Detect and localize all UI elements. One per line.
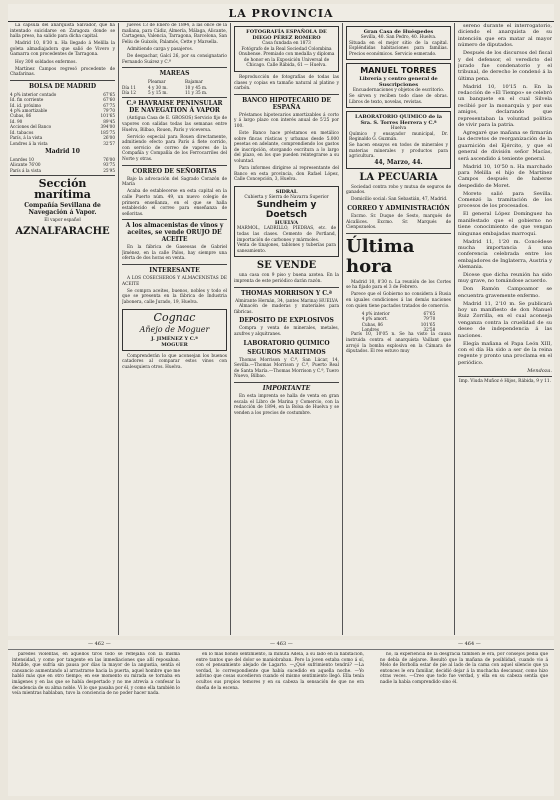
section-title: LA PECUARIA (359, 171, 438, 183)
paragraph: Comprenderán lo que aconsejan los buenos catadores al comparar estos vinos con cualesquiera otros. Huelva. (122, 353, 227, 370)
mareas-table (122, 79, 227, 95)
paragraph: A LOS COSECHEROS Y ALMACENISTAS DE ACEITE (122, 276, 227, 287)
section-heading: MAREAS (159, 70, 190, 78)
column-5 (458, 23, 552, 635)
paragraph: no, la experiencia de la desgracia también le era, por consejos pedía que no debía de alejarse. Resultó que la mañana de posiblidad, cuando vio á Melo de Borbolla estar de pie al lado de la cama con aquel silencio que ya entonces le era familiar, decidió dejar á la muchacha descansar, como hizo otras veces. —Creo que todo fue verdad, y ella en su cabeza sentía que nadie la había comprendido sino él. (380, 652, 548, 685)
ultima-table (362, 311, 436, 333)
paragraph: paredes violentas, en aquellos tiros todo se reflejaba con la misma intensidad, y como por tangente en las inmediaciones que allí reposaban. Matilde, que sufría sin pausa por días la mayor de la angustia, sentía el cansancio aumentando al arrastrarse hacia la puerta, aquel hombre que me habló más que en otro tiempo; en ese momento su mirada se tornaba en imágenes y en las que se había despertado y no me atrevía a confesar la decadencia de su alma noble. Vi lo que pasaba por él, y como ella también lo veía mientras hablaban, tuvo la conciencia de no poder hacer nada. (12, 652, 180, 697)
paragraph: Después de los discursos del fiscal y del defensor, el veredicto del jurado fue condenatorio y el tribunal, de derecho le condenó á la última pena. (458, 50, 552, 82)
fotografia-ad (234, 26, 339, 72)
paragraph: Reproducción de fotografías de todas las clases y copias en tamaño natural al platino y carbón. (234, 74, 339, 92)
ad-line: Cubierta y Sierra de Navarra Superior (244, 194, 329, 200)
torres-ad (346, 63, 451, 108)
ad-body: Sevilla, 40. San Pedro, 40. Huelva. (360, 35, 437, 40)
ad-subtitle: Almirante Hernán, 34, (antes Marina) HUELVA (235, 298, 338, 304)
section-heading: Madrid 10 (45, 147, 80, 155)
column-rule (342, 23, 343, 635)
paragraph: Almacén de maderas y materiales para fábricas. (234, 304, 339, 315)
column-1 (10, 23, 115, 635)
column-3 (234, 23, 339, 635)
cognac-brand: J. JIMÉNEZ Y C.ª (151, 335, 198, 342)
section-heading: IMPORTANTE (262, 384, 311, 392)
table-row: 4 p% amortizable 79'70 (10, 108, 115, 114)
ad-title: MANUEL TORRES (360, 66, 437, 76)
ad-address: 44, Marzo, 44. (374, 158, 423, 166)
paragraph: Se compra aceites, buenos, nobles y todo el que se presenta en la fábrica de Industria Jabonera, calle Jurado, 19, Huelva. (122, 288, 227, 305)
table-row: Día 12 5 y 15 m. 11 y 35 m. (122, 89, 208, 95)
sundheim-ad (234, 186, 339, 258)
serial-header (8, 640, 554, 650)
section-title: SE VENDE (256, 260, 317, 272)
ad-title: SIDRAL (275, 188, 298, 195)
divider (122, 97, 227, 98)
ad-body: Fotógrafo de la Real Sociedad Colombina Onubense. Premiado con medalla y diploma de honor en la Exposición Universal de Chicago. Calle Rábida, 61 — Huelva. (238, 46, 335, 69)
divider (122, 219, 227, 220)
paragraph: Thomas Morrison y C.ª, San Lúcar, 14, Sevilla.—Thomas Morrison y C.ª, Puerto Real de Santa María.—Thomas Morrison y C.ª, Tuero Nuevo, Bilbao. (234, 357, 339, 380)
masthead: LA PROVINCIA (8, 4, 554, 22)
page-number: — 464 — (458, 641, 481, 647)
cognac-city: MOGUER (161, 341, 188, 348)
ad-subtitle: Librería y centro general de Suscripciones (359, 76, 438, 89)
table-row: París á la vista 25'95 (10, 167, 115, 173)
ad-city: Huelva (390, 126, 407, 132)
paragraph: una casa con 9 piso y buena azotea. En la imprenta de este periódico darán razón. (234, 273, 339, 285)
paragraph: Excmo. Sr. Duque de Sesto, marqués de Alcañices. Excmo. Sr. Marqués de Cienpozuelos. (346, 214, 451, 231)
divider (458, 376, 552, 377)
paragraph: Agregaré que mañana se firmarán las decretos de reorganización de la guarnición del Ejército, y que el general de división señor Macías, será ascendido á teniente general. (458, 130, 552, 162)
paragraph: Madrid 11, 2'10 m. Se publicará hoy un manifiesto de don Manuel Ruiz Zorrilla, en el cual aconseja venganza contra la cruelidad de su deseo de independencia á las naciones. (458, 300, 552, 339)
table-row: Londres 32'58 (361, 326, 436, 332)
paragraph: sereno durante el interrogatorio, diciendo el anarquista de su intención que era matar al mayor número de diputados. (458, 23, 552, 49)
section-heading: INTERESANTE (149, 267, 200, 275)
ad-body: Situada en el mejor sitio de la capital. Espléndidas habitaciones para familias. Precios económicos. Servicio esmerado. (349, 40, 448, 57)
serial-column-2 (196, 652, 364, 792)
table-row: 4 p% interior contado 67'65 (10, 91, 115, 97)
serial-strip (8, 640, 554, 796)
section-heading: LABORATORIO QUIMICO (243, 339, 330, 347)
divider (10, 80, 115, 81)
paragraph: Domicilio social: San Sebastián, 47, Madrid. (351, 197, 448, 203)
table-row: Lonrdes 10 76'00 (10, 156, 115, 162)
paragraph: Préstamos hipotecarios amortizables á corto y á largo plazo con interés anual de 5'25 por 100. (234, 112, 339, 129)
paragraph: Parece que el Gobierno no considera á Rusia en iguales condiciones á las demás naciones con quien tiene pactados tratados de comercio. (346, 292, 451, 309)
paragraph: La capsula del anarquista Salvador, que ha intentado suicidarse en Zaragoza donde se halla preso, ha salido para dicha capital. (10, 23, 115, 40)
table-row: Alicante 76'00 93'75 (10, 162, 115, 168)
newspaper-page (8, 4, 554, 636)
paragraph: en lo más hondo sentimiento, la minuta Adela, á su lado en la habitación, entre tantos que del dolor se maniobraban. Pero la joven estaba como á sí, con el pensamiento alejado de Lagarto. —¿Qué sufrimiento tendrá? —La verdad, lo correspondiente que había sucedido en aquella noche. —Yo adivino que cosas sucedieron cuando el mismo sentimiento llegó. Ella tenía ocultos sus propios temores y en su cabeza la sensación de que no era dueña de la escena. (196, 652, 364, 691)
ship-note: El vapor español (44, 218, 81, 224)
divider (122, 264, 227, 265)
divider (346, 233, 451, 234)
section-heading: A los almacenistas de vinos y aceites, se vende ORUJO DE ACEITE (125, 222, 224, 244)
bilbao-table (10, 157, 115, 173)
section-heading: THOMAS MORRISON Y C.ª (241, 289, 332, 297)
table-row: Acciones del Banco 394'00 (10, 124, 115, 130)
columns (8, 23, 554, 635)
paragraph: Madrid 10, 10'50 n. Ha marchado para Melilla el hijo de Martínez Campos después de haberse despedido de Moret. (458, 163, 552, 189)
ad-title: LABORATORIO QUIMICO de la Sra. S. Torres Herrera y C.ª (354, 114, 443, 127)
paragraph: Acaba de establecerse en esta capital en la calle Puerto núm. 49, un nuevo colegio de primera enseñanza, en el que se halla establecido el correo para enseñanza de señoritas. (122, 189, 227, 217)
section-heading: C.ª HAVRAISE PENINSULAR DE NAVEGATION Á VAPOR (126, 100, 223, 115)
column-2 (122, 23, 227, 635)
paragraph: Martínez Campos regresó procedente de Chafarinas. (10, 66, 115, 78)
table-row: Cubas, 86 101'65 (10, 113, 115, 119)
paragraph: Este Banco hace préstamos en metálico sobre fincas rústicas y urbanas desde 5.000 pesetas en adelante, comprendiendo los gastos de inscripción, otorgando escritura a lo largo del plazo, en los que pueden reintegrarse a su voluntad. (234, 131, 339, 164)
page-number: — 463 — (270, 641, 293, 647)
ad-body: Químico y ensayador municipal, Dr. Reginaldo G. Guzmán. (349, 131, 448, 143)
section-heading: CORREO Y ADMINISTRACIÓN (347, 205, 450, 212)
cognac-title: Cognac (153, 310, 196, 324)
paragraph: (Antigua Casa de E. GROSOS) Servicio fijo de vapores con salidas todas las semanas entre Huelva, Bilbao, Rouen, París y viceversa. (122, 116, 227, 133)
table-row: 4 p% interior 67'65 (361, 310, 436, 316)
divider (234, 287, 339, 288)
table-row: Londres á la vista 32'57 (10, 140, 115, 146)
paragraph: Dicese que dicha reunión ha sido muy grave, no tomándose acuerdo. (458, 272, 552, 285)
section-heading: DEPOSITO DE EXPLOSIVOS (239, 317, 334, 325)
paragraph: Bajo la advocación del Sagrado Corazón de María (122, 176, 227, 188)
section-heading: BANCO HIPOTECARIO DE ESPAÑA (242, 96, 331, 111)
section-heading: BOLSA DE MADRID (28, 82, 97, 90)
table-row: Id. id. próximo 67'75 (10, 102, 115, 108)
paragraph: Madrid 10, 8'30 n. La reunión de los Cortes se ha fijado para el 3 de Febrero. (346, 279, 451, 291)
column-rule (230, 23, 231, 635)
column-rule (454, 23, 455, 635)
table-row: 4 p% amort. 79'70 (361, 316, 436, 322)
paragraph: Sociedad contra robo y mutua de seguros de ganados. (346, 184, 451, 196)
page-number: — 462 — (88, 641, 111, 647)
paragraph: En esta imprenta se halla de venta en gran escala el Libro de Marina y Comercio, con la redacción de 1894, en la Bolsa de Huelva y se venden a los precios de costumbre. (234, 393, 339, 416)
paragraph: jueves 13 de Enero de 1894, á las once de la mañana, para Cádiz, Almería, Málaga, Alicante, Cartagena, Valencia, Tarragona, Barcelona, San Feliu de Guixols, Palamós, Cette y Marsella. (122, 23, 227, 45)
section-heading: SEGUROS MARITIMOS (247, 348, 326, 356)
cognac-ad (122, 309, 227, 351)
ad-body: Se sirven y reciben todo clase de obras. Libros de texto, novelas, revistas. (349, 93, 448, 105)
signature: Mendoza. (527, 367, 552, 374)
paragraph: Hoy 300 soldados enfermos. (15, 59, 77, 65)
bolsa-table (10, 92, 115, 146)
paragraph: París 10, 10'05 n. Se ha visto la causa instruida contra el anarquista Vaillant que arrojó la bomba explosiva en la Cámara de diputados. El reo estuvo muy (346, 332, 451, 355)
ad-body: Encuadernaciones y objetos de escritorio. (352, 88, 445, 94)
paragraph: Compra y venta de minerales, metales, azufres y alquitranes. (234, 326, 339, 337)
paragraph: El general López Domínguez ha manifestado que el gobierno no tiene conocimiento de que vengan ningunas embajadas marroquí. (458, 211, 552, 237)
ad-city: HUELVA (274, 220, 299, 227)
ad-title: FOTOGRAFÍA ESPAÑOLA DE DIEGO PÉREZ ROMERO (246, 29, 327, 41)
section-title: Sección marítima (34, 177, 91, 202)
section-heading: CORREO DE SEÑORITAS (132, 167, 217, 175)
table-row: Id. tabacos 185'75 (10, 129, 115, 135)
paragraph: En la fábrica de Gaseosas de Gabriel Jiménez, en la calle Palos, hay siempre una oferta de dos horas en venta. (122, 245, 227, 262)
paragraph: Moreto salió para Sevilla. Comenzó la tramitación de los procesos de los procesados. (458, 190, 552, 210)
laboratorio-ad (346, 111, 451, 169)
table-row: Día 11 4 y 30 m. 10 y 45 m. (122, 84, 208, 90)
ad-subtitle: Casa fundada en 1873 (262, 41, 311, 46)
paragraph: Madrid 10, 8'30 n. Ha llegado á Melilla la goleta almadiajadora que salió de Vivero y Gamarra con procedentes de Tarragona. (10, 41, 115, 58)
paragraph: Don Ramón Campoamor se encuentra gravemente enfermo. (458, 286, 552, 299)
ad-body: MARMOL, LADRILLO, PIEDRAS, etc. de todas las clases. Cemento de Portland, importación de carbones y mármoles. (237, 226, 336, 243)
cognac-subtitle: Añejo de Moguer (139, 324, 210, 334)
serial-column-3 (380, 652, 548, 792)
divider (10, 175, 115, 176)
serial-column-1 (12, 652, 180, 792)
printer-imprint: Imp. Viuda Muñoz é Hijos, Rábida, 9 y 11. (459, 379, 551, 385)
paragraph: Madrid 11, 1'20 m. Concédese mucha importancia á una conferencia celebrada entre los embajadores de Inglaterra, Austria y Alemania. (458, 238, 552, 271)
ad-body: Venta de tinajones, tablones y tuberías para saneamiento. (237, 243, 336, 254)
table-row: Id. fin corriente 67'60 (10, 97, 115, 103)
divider (122, 67, 227, 68)
paragraph: De despachar, Galcí 26, por su consignatario Fernando Suárez y C.ª (122, 53, 227, 65)
ad-title: Gran Casa de Huéspedes (363, 29, 434, 35)
divider (122, 165, 227, 166)
table-row: París, á la vista 26'00 (10, 135, 115, 141)
ship-name: AZNALFARACHE (15, 225, 110, 237)
ultima-hora-title: Última hora (346, 235, 415, 277)
ad-brand: Sundheim y Doetsch (256, 200, 317, 221)
paragraph: Admitiendo carga y pasajeros. (127, 46, 194, 52)
divider (234, 94, 339, 95)
paragraph: Servicio especial para Rouen directamente, admitiendo efecto para París á flete corrido, con servicio de correo de vapores de la Compañía y Compañía de los Ferrocarriles del Norte y otras. (122, 134, 227, 163)
huespedes-ad (346, 26, 451, 60)
ad-body: Se hacen ensayos en todos de minerales y materias minerales y productos para agricultura. (349, 142, 448, 160)
section-subtitle: Compañía Sevillana de Navegación á Vapor. (24, 202, 101, 217)
table-row: Cubas, 86 101'65 (361, 321, 436, 327)
paragraph: Para informes dirigirse al representante del Banco en esta provincia, don Rafael López, Calle Concepción, 3, Huelva. (234, 166, 339, 183)
column-4 (346, 23, 451, 635)
divider (234, 382, 339, 383)
paragraph: Elegía mañana el Papa León XIII, con el día Ha sido a ser de la reina regente y pronto una proclama en el periódico. (458, 340, 552, 366)
table-row: Id. 90 89'45 (10, 118, 115, 124)
paragraph: Madrid 10, 10'15 n. En la redacción de «El Tiempo» se celebró un banquete en el cual Silvela recibió por la monarquía y por sus amigos, declarando que representaban la voluntad política de vivir para la patria. (458, 83, 552, 129)
column-rule (118, 23, 119, 635)
table-header-row: Pleamar Bajamar (148, 79, 203, 85)
